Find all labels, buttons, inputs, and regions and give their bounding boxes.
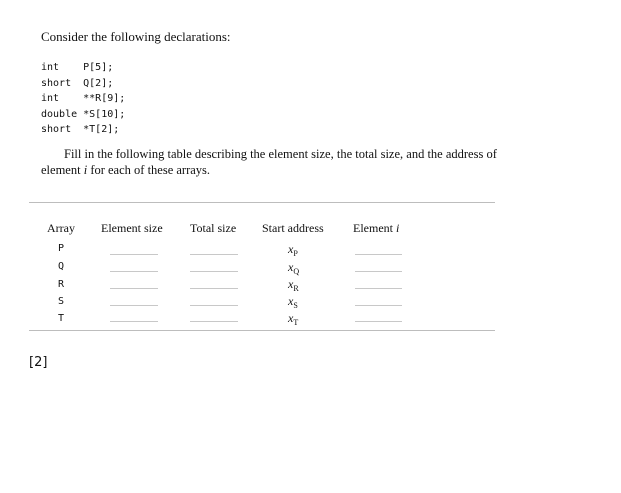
blank-element-i[interactable]	[355, 288, 402, 289]
blank-element-i[interactable]	[355, 254, 402, 255]
blank-element-i[interactable]	[355, 321, 402, 322]
declarations-code	[41, 60, 125, 138]
blank-element-size[interactable]	[110, 305, 158, 306]
instruction-paragraph: Fill in the following table describing the element size, the total size, and the address of element i for each of these arrays.	[41, 147, 497, 177]
start-address-s: $x_S$	[288, 294, 298, 310]
start-address-t: $x_T$	[288, 311, 299, 327]
blank-element-size[interactable]	[110, 254, 158, 255]
header-element-size: Element size	[101, 221, 163, 235]
row-label-q: Q	[58, 261, 65, 272]
row-label-t: T	[58, 313, 65, 324]
footnote-marker: [2]	[29, 355, 48, 370]
row-label-p: P	[58, 243, 65, 254]
declaration-line: short Q[2];	[41, 77, 114, 89]
row-label-s: S	[58, 296, 65, 307]
declaration-line: double *S[10];	[41, 108, 126, 120]
blank-element-i[interactable]	[355, 305, 402, 306]
declaration-line: int **R[9];	[41, 93, 126, 104]
header-element-i: Element i	[353, 221, 400, 235]
blank-element-i[interactable]	[355, 271, 402, 272]
header-start-address: Start address	[262, 221, 324, 235]
blank-total-size[interactable]	[190, 321, 238, 322]
table-bottom-rule	[29, 330, 495, 331]
blank-total-size[interactable]	[190, 271, 238, 272]
table-top-rule	[29, 202, 495, 203]
intro-text: Consider the following declarations:	[41, 29, 231, 44]
start-address-r: $x_R$	[288, 277, 299, 293]
header-array: Array	[47, 221, 75, 235]
blank-total-size[interactable]	[190, 254, 238, 255]
blank-total-size[interactable]	[190, 305, 238, 306]
blank-element-size[interactable]	[110, 271, 158, 272]
declaration-line: int P[5];	[41, 62, 114, 73]
start-address-p: $x_P$	[288, 242, 298, 258]
element-i-var: i	[83, 162, 88, 177]
row-label-r: R	[58, 279, 65, 290]
start-address-q: $x_Q$	[288, 260, 300, 276]
declaration-line: short *T[2];	[41, 124, 120, 135]
blank-element-size[interactable]	[110, 321, 158, 322]
header-total-size: Total size	[190, 221, 237, 235]
blank-element-size[interactable]	[110, 288, 158, 289]
blank-total-size[interactable]	[190, 288, 238, 289]
